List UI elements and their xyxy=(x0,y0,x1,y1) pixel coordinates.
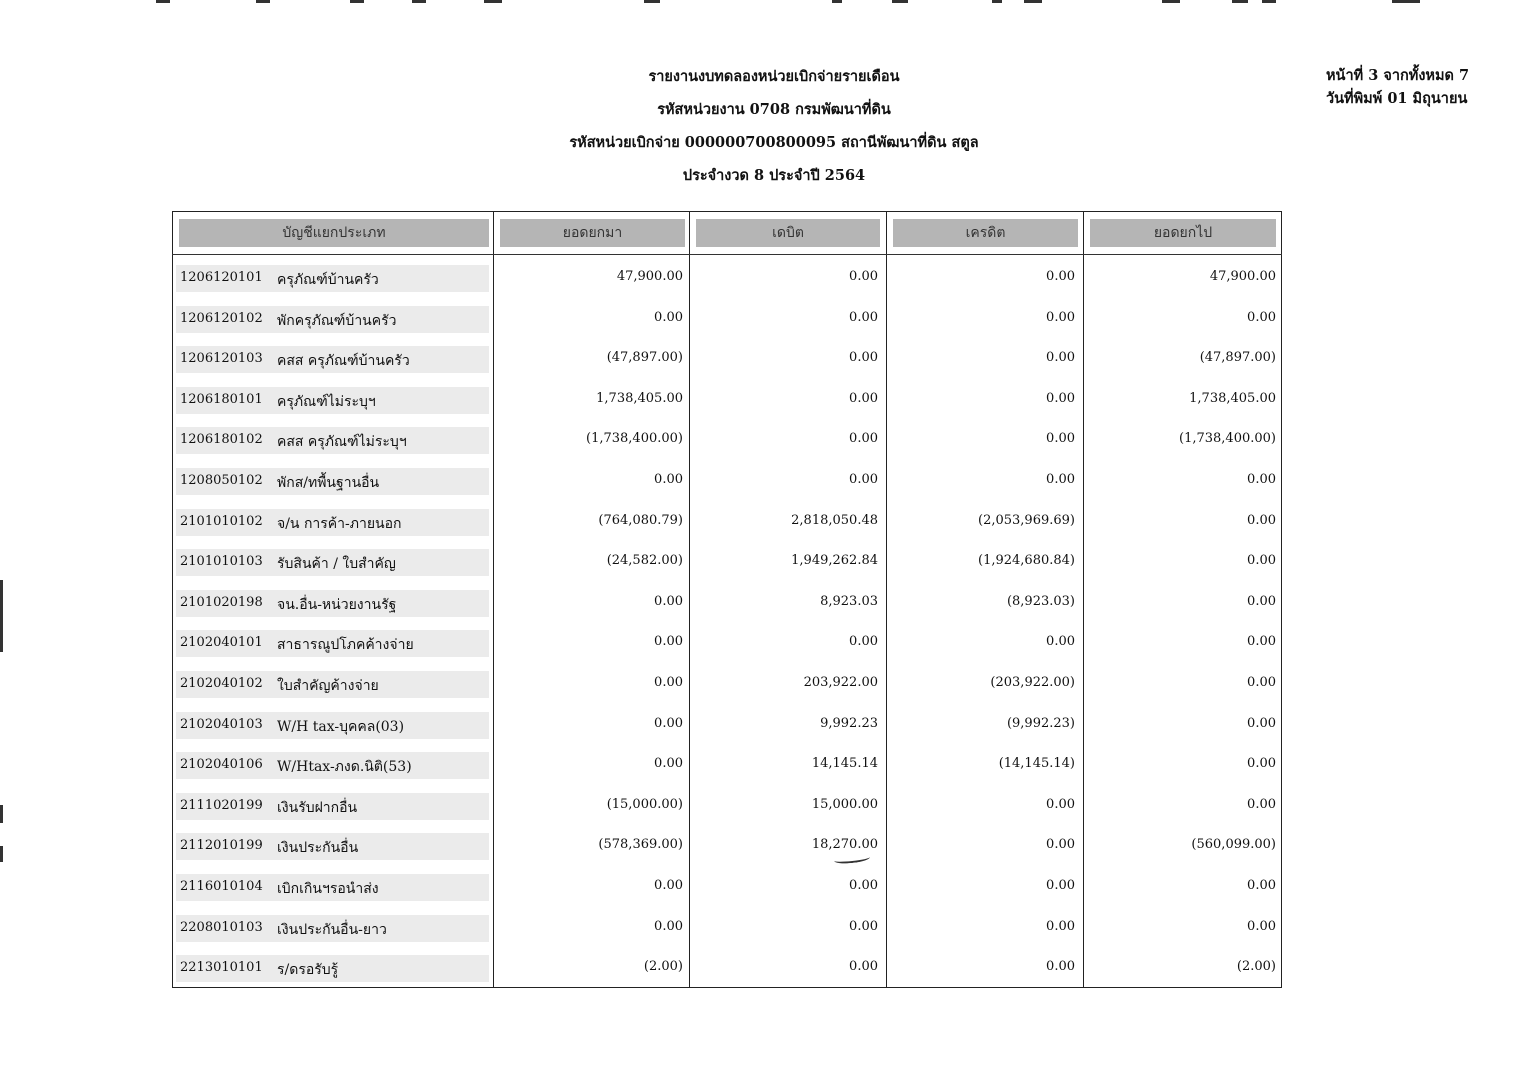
account-name: W/H tax-บุคคล(03) xyxy=(277,718,405,735)
debit-value: 0.00 xyxy=(849,918,878,934)
table-row xyxy=(0,549,1524,576)
account-name: ครุภัณฑ์ไม่ระบุฯ xyxy=(277,393,376,410)
debit-value: 203,922.00 xyxy=(803,675,878,690)
account-code: 1206180102 xyxy=(180,432,263,448)
debit-value: 9,992.23 xyxy=(820,715,878,731)
table-row xyxy=(0,793,1524,820)
account-code: 2101010103 xyxy=(180,554,263,570)
brought-forward-value: (47,897.00) xyxy=(606,350,683,366)
account-code: 1206120102 xyxy=(180,310,263,326)
brought-forward-value: 0.00 xyxy=(654,675,683,690)
carried-forward-value: 0.00 xyxy=(1247,715,1276,731)
debit-value: 8,923.03 xyxy=(820,593,878,609)
table-row xyxy=(0,387,1524,414)
table-row xyxy=(0,874,1524,901)
debit-value: 1,949,262.84 xyxy=(791,553,878,569)
credit-value: 0.00 xyxy=(1046,269,1075,284)
account-name: จน.อื่น-หน่วยงานรัฐ xyxy=(277,596,397,613)
account-code: 2116010104 xyxy=(180,879,263,894)
account-name: จ/น การค้า-ภายนอก xyxy=(277,515,402,532)
credit-value: (9,992.23) xyxy=(1006,715,1075,731)
debit-value: 0.00 xyxy=(849,390,878,406)
account-name: เงินรับฝากอื่น xyxy=(277,799,358,816)
brought-forward-value: 0.00 xyxy=(654,309,683,325)
credit-value: 0.00 xyxy=(1046,796,1075,812)
carried-forward-value: 0.00 xyxy=(1247,878,1276,893)
debit-value: 0.00 xyxy=(849,472,878,487)
credit-value: (2,053,969.69) xyxy=(978,512,1075,528)
table-row xyxy=(0,833,1524,860)
table-row xyxy=(0,427,1524,454)
table-row xyxy=(0,509,1524,536)
carried-forward-value: 0.00 xyxy=(1247,918,1276,934)
account-name: W/Htax-ภงด.นิติ(53) xyxy=(277,759,412,776)
column-header-brought-forward: ยอดยกมา xyxy=(500,219,685,247)
carried-forward-value: 0.00 xyxy=(1247,675,1276,690)
carried-forward-value: 0.00 xyxy=(1247,309,1276,325)
credit-value: 0.00 xyxy=(1046,472,1075,487)
carried-forward-value: 0.00 xyxy=(1247,472,1276,487)
column-header-carried-forward: ยอดยกไป xyxy=(1090,219,1276,247)
table-row xyxy=(0,468,1524,495)
table-row xyxy=(0,346,1524,373)
brought-forward-value: (578,369.00) xyxy=(598,837,683,853)
credit-value: 0.00 xyxy=(1046,918,1075,934)
account-code: 2102040106 xyxy=(180,757,263,773)
table-row xyxy=(0,915,1524,942)
account-name: พักครุภัณฑ์บ้านครัว xyxy=(277,312,397,329)
table-row xyxy=(0,630,1524,657)
carried-forward-value: 0.00 xyxy=(1247,512,1276,528)
brought-forward-value: 0.00 xyxy=(654,715,683,731)
credit-value: 0.00 xyxy=(1046,959,1075,975)
table-row xyxy=(0,265,1524,292)
header-divider xyxy=(172,254,1282,255)
account-code: 2101010102 xyxy=(180,513,263,529)
credit-value: (14,145.14) xyxy=(998,756,1075,772)
table-row xyxy=(0,712,1524,739)
carried-forward-value: 47,900.00 xyxy=(1209,269,1276,284)
column-header-credit: เครดิต xyxy=(893,219,1078,247)
account-name: เบิกเกินฯรอนำส่ง xyxy=(277,881,379,897)
credit-value: 0.00 xyxy=(1046,634,1075,650)
account-code: 1206180101 xyxy=(180,391,263,407)
account-code: 2112010199 xyxy=(180,838,263,854)
credit-value: (203,922.00) xyxy=(990,675,1075,690)
account-code: 2208010103 xyxy=(180,919,263,935)
carried-forward-value: (1,738,400.00) xyxy=(1179,431,1276,447)
brought-forward-value: 0.00 xyxy=(654,593,683,609)
brought-forward-value: (24,582.00) xyxy=(606,553,683,569)
debit-value: 15,000.00 xyxy=(811,796,878,812)
brought-forward-value: 0.00 xyxy=(654,634,683,650)
credit-value: 0.00 xyxy=(1046,309,1075,325)
brought-forward-value: 1,738,405.00 xyxy=(596,390,683,406)
carried-forward-value: 0.00 xyxy=(1247,634,1276,650)
debit-value: 0.00 xyxy=(849,350,878,366)
account-code: 2213010101 xyxy=(180,960,263,976)
brought-forward-value: 0.00 xyxy=(654,878,683,893)
credit-value: 0.00 xyxy=(1046,431,1075,447)
account-name: รับสินค้า / ใบสำคัญ xyxy=(277,556,396,573)
disbursement-unit: รหัสหน่วยเบิกจ่าย 000000700800095 สถานีพัฒนาที่ดิน สตูล xyxy=(569,134,979,151)
column-header-debit: เดบิต xyxy=(696,219,880,247)
account-code: 1206120103 xyxy=(180,351,263,367)
brought-forward-value: 0.00 xyxy=(654,918,683,934)
carried-forward-value: 0.00 xyxy=(1247,553,1276,569)
account-name: พักส/ทพื้นฐานอื่น xyxy=(277,475,380,491)
account-name: ครุภัณฑ์บ้านครัว xyxy=(277,272,379,288)
debit-value: 0.00 xyxy=(849,959,878,975)
page-number: หน้าที่ 3 จากทั้งหมด 7 xyxy=(1326,67,1470,84)
carried-forward-value: 0.00 xyxy=(1247,593,1276,609)
account-code: 2101020198 xyxy=(180,594,263,610)
debit-value: 2,818,050.48 xyxy=(791,512,878,528)
account-code: 2102040102 xyxy=(180,676,263,691)
carried-forward-value: (2.00) xyxy=(1236,959,1276,975)
period: ประจำงวด 8 ประจำปี 2564 xyxy=(682,167,866,184)
brought-forward-value: 47,900.00 xyxy=(616,269,683,284)
carried-forward-value: 0.00 xyxy=(1247,796,1276,812)
table-row xyxy=(0,752,1524,779)
table-row xyxy=(0,955,1524,982)
account-code: 1208050102 xyxy=(180,473,263,488)
agency-code: รหัสหน่วยงาน 0708 กรมพัฒนาที่ดิน xyxy=(657,101,891,118)
brought-forward-value: 0.00 xyxy=(654,472,683,487)
table-row xyxy=(0,590,1524,617)
account-code: 2102040103 xyxy=(180,716,263,732)
account-name: ใบสำคัญค้างจ่าย xyxy=(277,678,379,694)
brought-forward-value: (2.00) xyxy=(643,959,683,975)
credit-value: 0.00 xyxy=(1046,837,1075,853)
scan-top-marks xyxy=(0,0,1524,8)
debit-value: 14,145.14 xyxy=(811,756,878,772)
carried-forward-value: 0.00 xyxy=(1247,756,1276,772)
credit-value: 0.00 xyxy=(1046,390,1075,406)
account-code: 1206120101 xyxy=(180,270,263,285)
brought-forward-value: (15,000.00) xyxy=(606,796,683,812)
brought-forward-value: (1,738,400.00) xyxy=(586,431,683,447)
account-code: 2102040101 xyxy=(180,635,263,651)
account-name: คสส ครุภัณฑ์ไม่ระบุฯ xyxy=(277,434,407,451)
account-name: คสส ครุภัณฑ์บ้านครัว xyxy=(277,353,410,370)
account-name: สาธารณูปโภคค้างจ่าย xyxy=(277,637,414,654)
carried-forward-value: (560,099.00) xyxy=(1191,837,1276,853)
carried-forward-value: 1,738,405.00 xyxy=(1189,390,1276,406)
account-code: 2111020199 xyxy=(180,797,263,813)
debit-value: 0.00 xyxy=(849,309,878,325)
account-name: เงินประกันอื่น-ยาว xyxy=(277,921,387,938)
brought-forward-value: (764,080.79) xyxy=(598,512,683,528)
credit-value: (8,923.03) xyxy=(1006,593,1075,609)
credit-value: 0.00 xyxy=(1046,878,1075,893)
print-date: วันที่พิมพ์ 01 มิถุนายน xyxy=(1326,90,1468,107)
table-row xyxy=(0,671,1524,698)
account-name: เงินประกันอื่น xyxy=(277,840,359,857)
table-row xyxy=(0,306,1524,333)
column-header-account: บัญชีแยกประเภท xyxy=(179,219,489,247)
debit-value: 0.00 xyxy=(849,878,878,893)
credit-value: 0.00 xyxy=(1046,350,1075,366)
debit-value: 18,270.00 xyxy=(811,837,878,853)
debit-value: 0.00 xyxy=(849,634,878,650)
debit-value: 0.00 xyxy=(849,431,878,447)
carried-forward-value: (47,897.00) xyxy=(1199,350,1276,366)
debit-value: 0.00 xyxy=(849,269,878,284)
brought-forward-value: 0.00 xyxy=(654,756,683,772)
credit-value: (1,924,680.84) xyxy=(978,553,1075,569)
account-name: ร/ดรอรับรู้ xyxy=(277,962,339,979)
report-title: รายงานงบทดลองหน่วยเบิกจ่ายรายเดือน xyxy=(648,68,900,85)
